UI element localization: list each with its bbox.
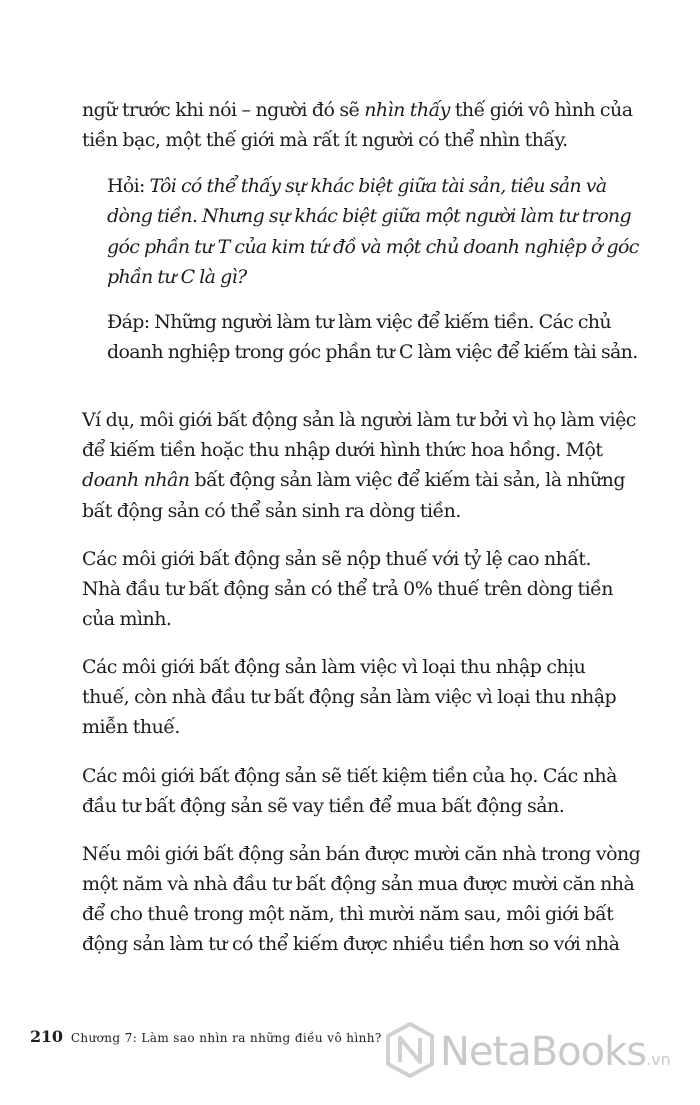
- netabooks-logo-icon: [386, 1022, 434, 1078]
- text-line: đầu tư bất động sản sẽ vay tiền để mua bất động sản.: [82, 795, 565, 817]
- text-line: thuế, còn nhà đầu tư bất động sản làm việc vì loại thu nhập: [82, 686, 617, 708]
- watermark-tld: .vn: [646, 1050, 671, 1069]
- text-line: Nếu môi giới bất động sản bán được mười căn nhà trong vòng: [82, 843, 641, 865]
- text-line: Các môi giới bất động sản làm việc vì loại thu nhập chịu: [82, 656, 586, 678]
- text-line: Các môi giới bất động sản sẽ tiết kiệm tiền của họ. Các nhà: [82, 765, 617, 787]
- text-line: ngữ trước khi nói – người đó sẽ nhìn thấy thế giới vô hình của: [82, 99, 633, 121]
- text-line: doanh nhân bất động sản làm việc để kiếm tài sản, là những: [82, 469, 625, 491]
- text-line: để cho thuê trong một năm, thì mười năm sau, môi giới bất: [82, 903, 614, 925]
- text-line: động sản làm tư có thể kiếm được nhiều tiền hơn so với nhà: [82, 933, 620, 955]
- text-line: bất động sản có thể sản sinh ra dòng tiền.: [82, 500, 461, 522]
- text-line: miễn thuế.: [82, 716, 180, 738]
- watermark-brand: NetaBooks: [440, 1029, 647, 1075]
- answer-line: Đáp: Những người làm tư làm việc để kiếm tiền. Các chủ: [107, 311, 611, 333]
- text-line: Ví dụ, môi giới bất động sản là người làm tư bởi vì họ làm việc: [82, 409, 636, 431]
- text-line: để kiếm tiền hoặc thu nhập dưới hình thức hoa hồng. Một: [82, 439, 603, 461]
- text-line: Các môi giới bất động sản sẽ nộp thuế với tỷ lệ cao nhất.: [82, 548, 591, 570]
- page-number: 210: [30, 1027, 63, 1046]
- answer-line: doanh nghiệp trong góc phần tư C làm việc để kiếm tài sản.: [107, 341, 638, 363]
- text-line: Nhà đầu tư bất động sản có thể trả 0% thuế trên dòng tiền: [82, 578, 613, 600]
- page-footer: [30, 1027, 382, 1046]
- watermark: [386, 1016, 696, 1086]
- chapter-title: Chương 7: Làm sao nhìn ra những điều vô hình?: [70, 1031, 382, 1045]
- question-line: phần tư C là gì?: [107, 266, 247, 288]
- question-line: góc phần tư T của kim tứ đồ và một chủ doanh nghiệp ở góc: [107, 236, 639, 258]
- question-line: Hỏi: Tôi có thể thấy sự khác biệt giữa tài sản, tiêu sản và: [107, 175, 607, 197]
- text-line: tiền bạc, một thế giới mà rất ít người có thể nhìn thấy.: [82, 129, 568, 151]
- question-line: dòng tiền. Nhưng sự khác biệt giữa một người làm tư trong: [107, 205, 631, 227]
- watermark-text: [440, 1030, 671, 1082]
- text-line: một năm và nhà đầu tư bất động sản mua được mười căn nhà: [82, 873, 635, 895]
- text-line: của mình.: [82, 608, 172, 630]
